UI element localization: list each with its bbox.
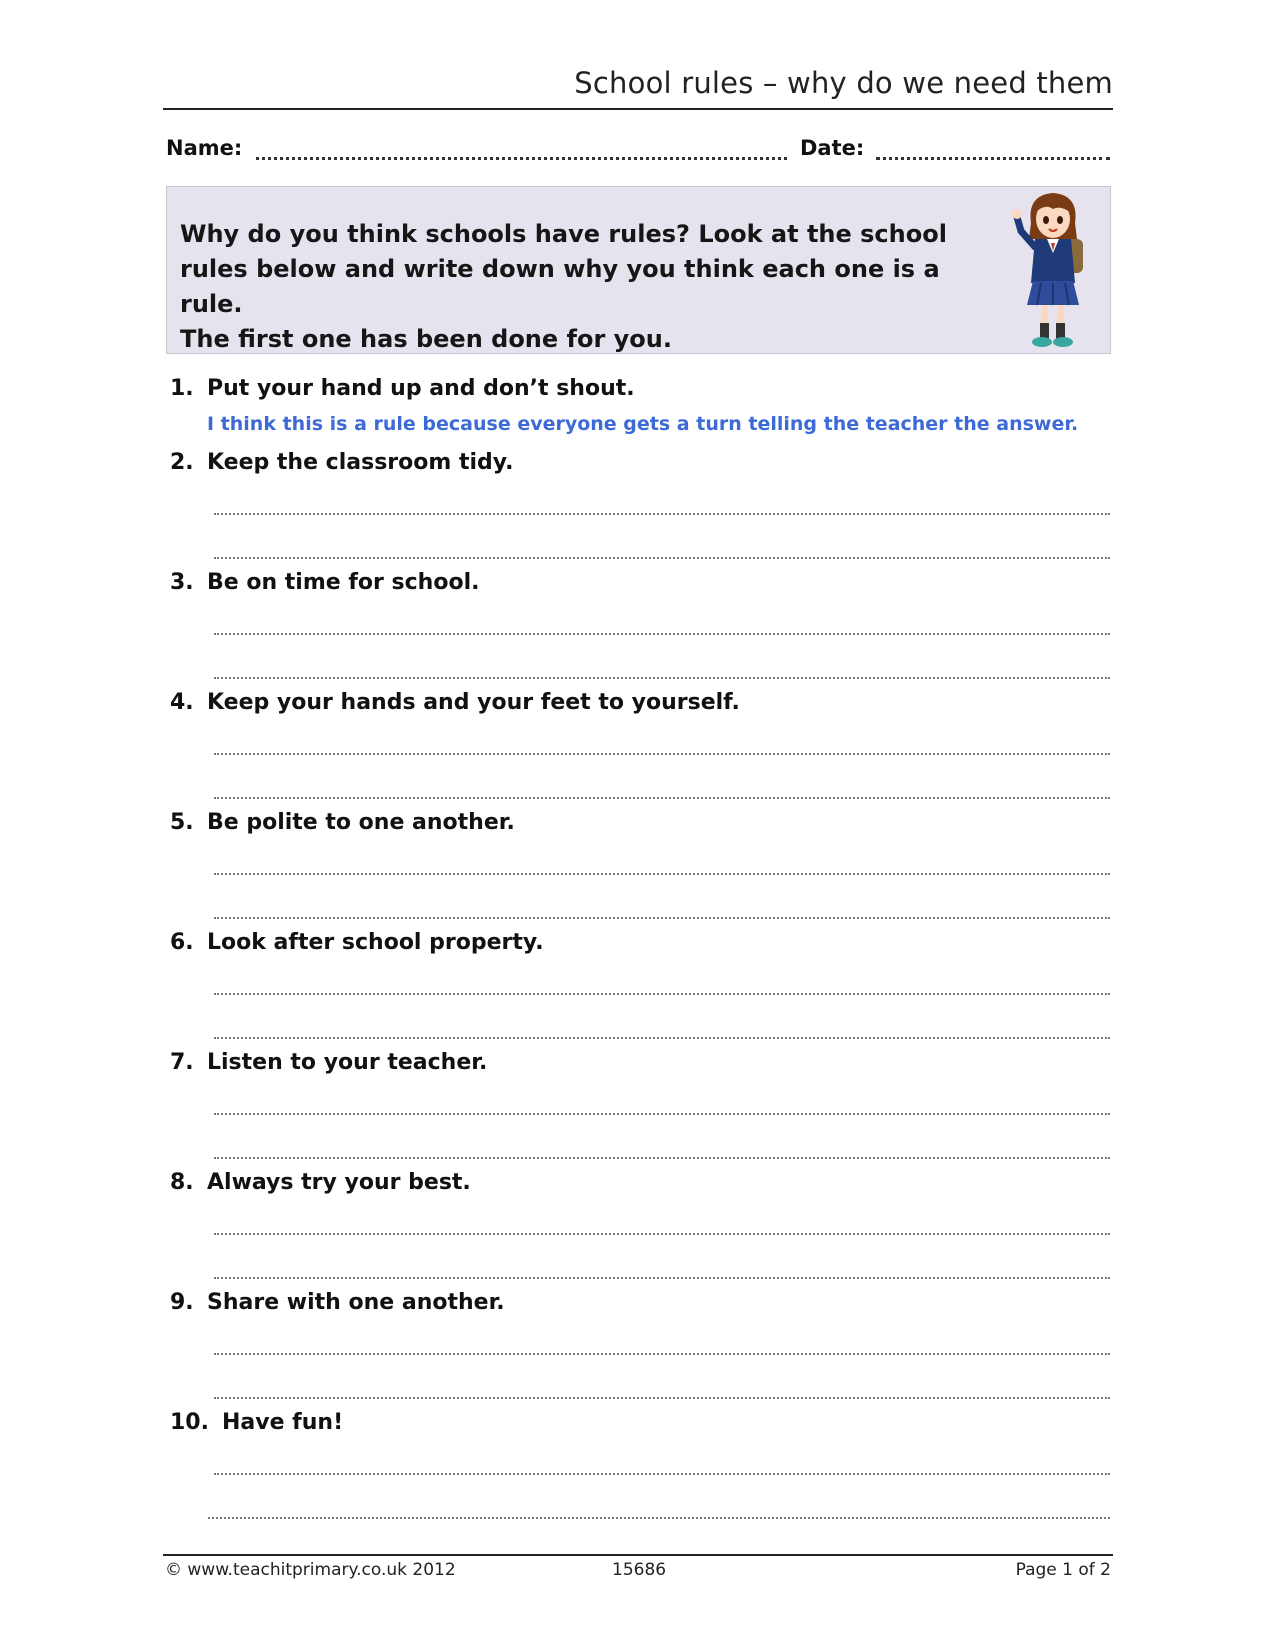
question-number: 6.: [170, 930, 194, 955]
answer-line[interactable]: [214, 993, 1110, 995]
question-text: Look after school property.: [207, 930, 544, 955]
answer-line[interactable]: [214, 1113, 1110, 1115]
answer-line[interactable]: [214, 633, 1110, 635]
title-divider: [163, 108, 1113, 110]
answer-line[interactable]: [214, 753, 1110, 755]
answer-line[interactable]: [214, 1277, 1110, 1279]
answer-line[interactable]: [214, 1157, 1110, 1159]
instruction-line: Why do you think schools have rules? Look at the school: [180, 220, 947, 248]
answer-line[interactable]: [214, 557, 1110, 559]
question-number: 2.: [170, 450, 194, 475]
date-label: Date:: [800, 136, 865, 160]
footer-copyright: © www.teachitprimary.co.uk 2012: [165, 1560, 456, 1580]
answer-line[interactable]: [214, 677, 1110, 679]
answer-line[interactable]: [214, 797, 1110, 799]
answer-line[interactable]: [214, 1233, 1110, 1235]
footer-divider: [163, 1554, 1113, 1556]
page-title: School rules – why do we need them: [574, 66, 1113, 100]
answer-line[interactable]: [214, 1473, 1110, 1475]
name-label: Name:: [166, 136, 243, 160]
answer-line[interactable]: [208, 1517, 1110, 1519]
answer-line[interactable]: [214, 1397, 1110, 1399]
instruction-line: rules below and write down why you think each one is a rule.: [180, 255, 940, 318]
answer-line[interactable]: [214, 513, 1110, 515]
question-text: Listen to your teacher.: [207, 1050, 488, 1075]
student-illustration: [1005, 187, 1105, 353]
question-text: Put your hand up and don’t shout.: [207, 376, 635, 401]
question-number: 9.: [170, 1290, 194, 1315]
question-text: Be on time for school.: [207, 570, 480, 595]
answer-line[interactable]: [214, 873, 1110, 875]
question-number: 3.: [170, 570, 194, 595]
name-field[interactable]: [256, 157, 787, 160]
example-answer: I think this is a rule because everyone gets a turn telling the teacher the answer.: [207, 413, 1079, 435]
question-number: 4.: [170, 690, 194, 715]
footer-page-number: Page 1 of 2: [1015, 1560, 1111, 1580]
instruction-line: The first one has been done for you.: [180, 325, 672, 353]
instruction-text: [180, 217, 980, 357]
question-number: 7.: [170, 1050, 194, 1075]
question-text: Keep the classroom tidy.: [207, 450, 514, 475]
question-text: Always try your best.: [207, 1170, 471, 1195]
instruction-box: [166, 186, 1111, 354]
question-number: 8.: [170, 1170, 194, 1195]
question-text: Be polite to one another.: [207, 810, 515, 835]
question-text: Share with one another.: [207, 1290, 505, 1315]
date-field[interactable]: [876, 157, 1110, 160]
answer-line[interactable]: [214, 1037, 1110, 1039]
question-text: Have fun!: [222, 1410, 344, 1435]
question-text: Keep your hands and your feet to yourself.: [207, 690, 740, 715]
answer-line[interactable]: [214, 917, 1110, 919]
question-number: 1.: [170, 376, 194, 401]
question-number: 5.: [170, 810, 194, 835]
answer-line[interactable]: [214, 1353, 1110, 1355]
question-number: 10.: [170, 1410, 209, 1435]
footer-code: 15686: [612, 1560, 667, 1580]
